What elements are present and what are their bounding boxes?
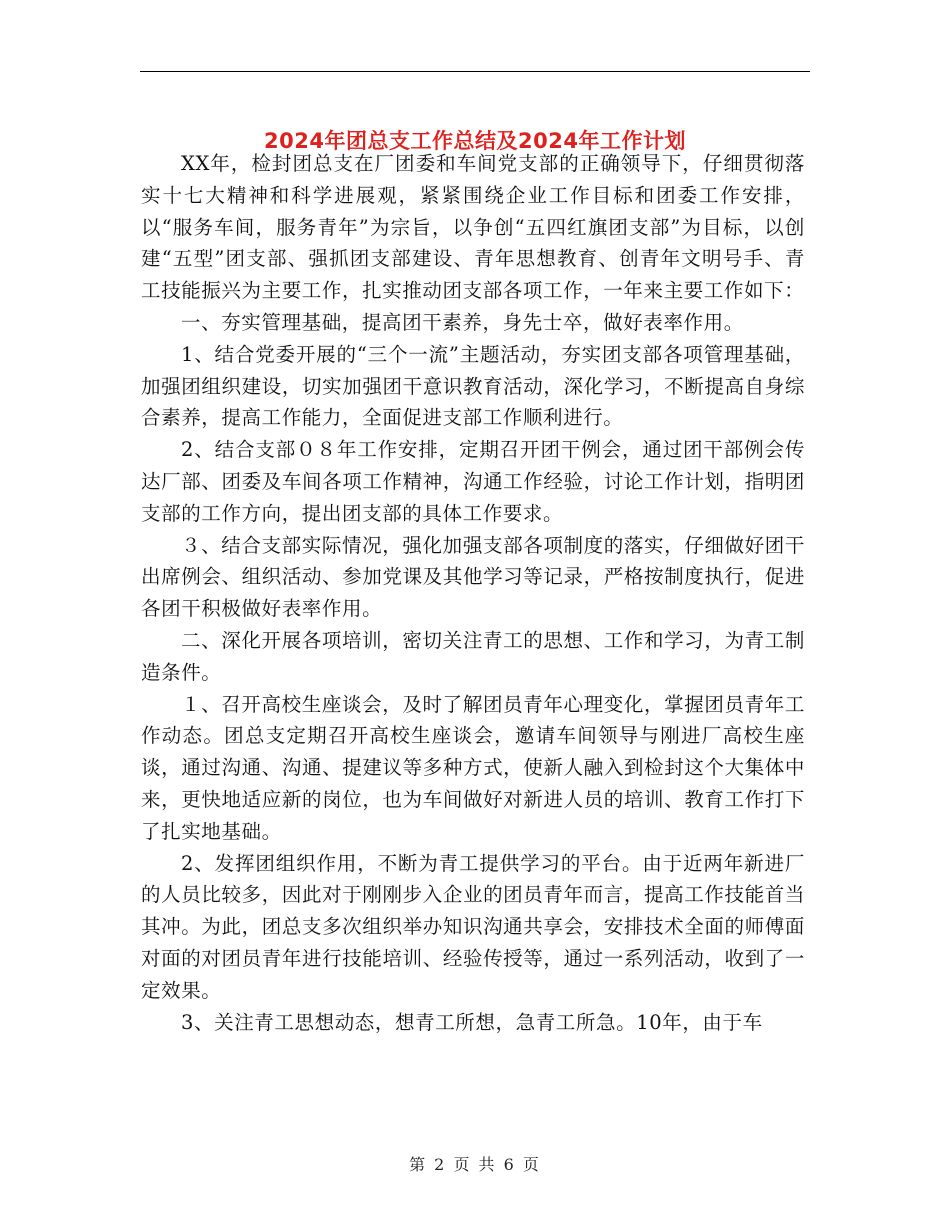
paragraph-item-2-1: １、召开高校生座谈会，及时了解团员青年心理变化，掌握团员青年工作动态。团总支定期召开高校生座谈会，邀请车间领导与刚进厂高校生座谈，通过沟通、沟通、提建议等多种方式，使新人融入到检封这个大集体中来，更快地适应新的岗位，也为车间做好对新进人员的培训、教育工作打下了扎实地基础。 [141,692,805,843]
paragraph-item-2-2: 2、发挥团组织作用，不断为青工提供学习的平台。由于近两年新进厂的人员比较多，因此对于刚刚步入企业的团员青年而言，提高工作技能首当其冲。为此，团总支多次组织举办知识沟通共享会，安排技术全面的师傅面对面的对团员青年进行技能培训、经验传授等，通过一系列活动，收到了一定效果。 [141,851,805,1002]
paragraph-section-1-heading: 一、夯实管理基础，提高团干素养，身先士卒，做好表率作用。 [181,310,744,334]
paragraph-item-1-2: 2、结合支部０８年工作安排，定期召开团干例会，通过团干部例会传达厂部、团委及车间各项工作精神，沟通工作经验，讨论工作计划，指明团支部的工作方向，提出团支部的具体工作要求。 [141,438,805,525]
page-number: 第 2 页 共 6 页 [409,1155,541,1174]
document-body [141,148,805,1038]
paragraph-section-2-heading: 二、深化开展各项培训，密切关注青工的思想、工作和学习，为青工制造条件。 [141,628,805,684]
paragraph-intro: XX年，检封团总支在厂团委和车间党支部的正确领导下，仔细贯彻落实十七大精神和科学进展观，紧紧围绕企业工作目标和团委工作安排，以“服务车间，服务青年”为宗旨，以争创“五四红旗团支部”为目标，以创建“五型”团支部、强抓团支部建设、青年思想教育、创青年文明号手、青工技能振兴为主要工作，扎实推动团支部各项工作，一年来主要工作如下： [141,152,805,303]
document-title: 2024年团总支工作总结及2024年工作计划 [264,129,686,154]
paragraph-item-1-3: ３、结合支部实际情况，强化加强支部各项制度的落实，仔细做好团干出席例会、组织活动、参加党课及其他学习等记录，严格按制度执行，促进各团干积极做好表率作用。 [141,533,805,621]
header-rule [140,71,810,72]
paragraph-item-2-3: 3、关注青工思想动态，想青工所想，急青工所急。10年，由于车 [181,1010,763,1034]
paragraph-item-1-1: 1、结合党委开展的“三个一流”主题活动，夯实团支部各项管理基础，加强团组织建设，切实加强团干意识教育活动，深化学习，不断提高自身综合素养，提高工作能力，全面促进支部工作顺利进行。 [141,342,805,430]
